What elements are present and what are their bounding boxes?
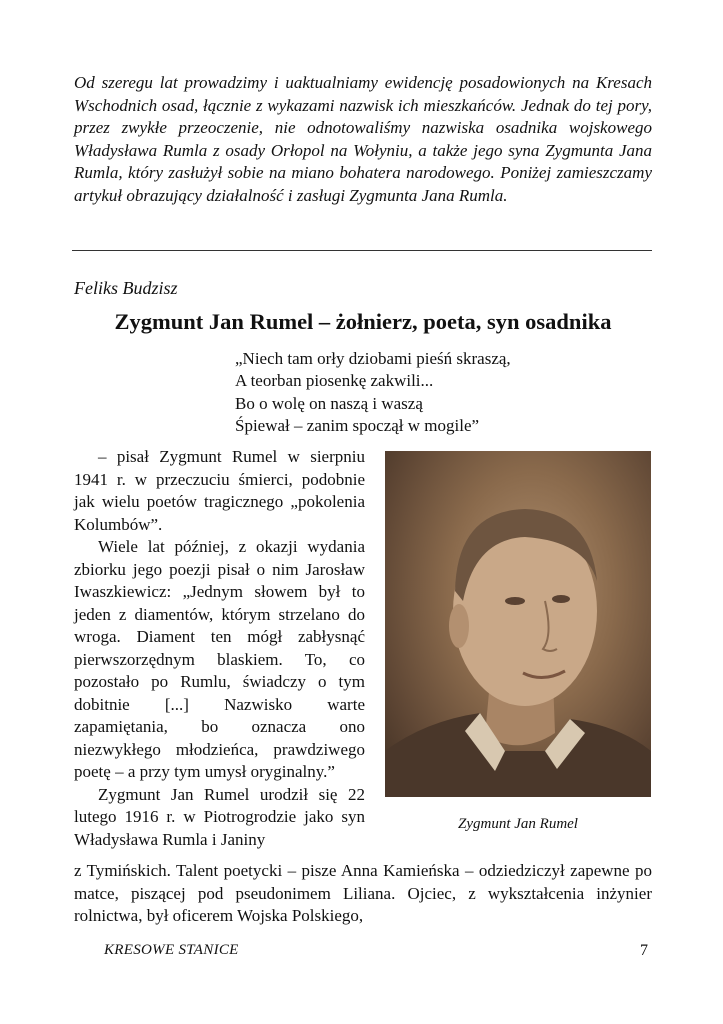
- footer-page-number: 7: [640, 942, 648, 959]
- photo-caption: Zygmunt Jan Rumel: [458, 816, 578, 832]
- separator-line: [72, 250, 652, 251]
- left-column-text: [74, 446, 365, 851]
- poem-line: Śpiewał – zanim spoczął w mogile”: [235, 415, 480, 435]
- article-title: Zygmunt Jan Rumel – żołnierz, poeta, syn osadnika: [114, 309, 612, 334]
- poem-line: A teorban piosenkę zakwili...: [235, 371, 434, 391]
- full-width-paragraph: z Tymińskich. Talent poetycki – pisze Anna Kamieńska – odziedziczył zapewne po matce, piszącej pod pseudonimem Liliana. Ojciec, z wykształcenia inżynier rolnictwa, był oficerem Wojska Polskiego,: [74, 861, 652, 925]
- portrait-photo: [385, 451, 651, 797]
- poem-line: Bo o wolę on naszą i waszą: [235, 393, 423, 413]
- footer-journal-name: KRESOWE STANICE: [104, 942, 239, 958]
- poem-epigraph: [235, 348, 511, 437]
- body-paragraph: Zygmunt Jan Rumel urodził się 22 lutego 1916 r. w Piotrogrodzie jako syn Władysława Rumla i Janiny: [74, 784, 365, 849]
- body-paragraph: Wiele lat później, z okazji wydania zbiorku jego poezji pisał o nim Jarosław Iwaszkiewicz: „Jednym słowem był to jeden z diamentów, którym strzelano do wroga. Diament ten mógł zabłysnąć pierwszorzędnym blaskiem. To, co pozostało po Rumlu, świadczy o tym dobitnie [...] Nazwisko warte zapamiętania, bo oznacza ono niezwykłego młodzieńca, prawdziwego poetę – a przy tym umysł oryginalny.”: [74, 537, 365, 781]
- intro-paragraph: Od szeregu lat prowadzimy i uaktualniamy ewidencję posadowionych na Kresach Wschodnich osad, łącznie z wykazami nazwisk ich mieszkańców. Jednak do tej pory, przez zwykłe przeoczenie, nie odnotowaliśmy nazwiska osadnika wojskowego Władysława Rumla z osady Orłopol na Wołyniu, a także jego syna Zygmunta Jana Rumla, który zasłużył sobie na miano bohatera narodowego. Poniżej zamieszczamy artykuł obrazujący działalność i zasługi Zygmunta Jana Rumla.: [74, 73, 652, 205]
- body-paragraph: – pisał Zygmunt Rumel w sierpniu 1941 r. w przeczuciu śmierci, podobnie jak wielu poetów tragicznego „pokolenia Kolumbów”.: [74, 447, 365, 534]
- poem-line: „Niech tam orły dziobami pieśń skraszą,: [235, 349, 511, 368]
- article-author: Feliks Budzisz: [74, 278, 178, 298]
